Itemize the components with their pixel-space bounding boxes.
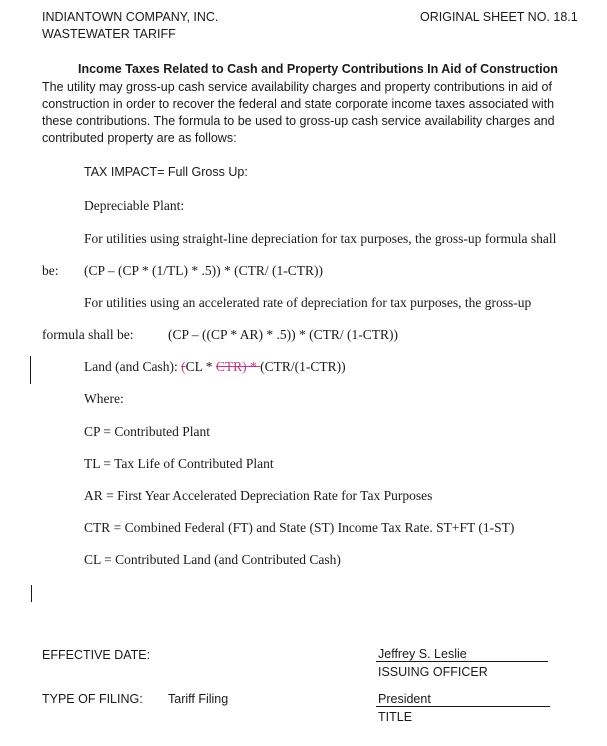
- definition-item: CTR = Combined Federal (FT) and State (ST) Income Tax Rate. ST+FT (1-ST): [84, 520, 515, 535]
- accelerated-formula: (CP – ((CP * AR) * .5)) * (CTR/ (1-CTR)): [168, 327, 398, 342]
- change-bar: [30, 356, 31, 384]
- effective-date-label: EFFECTIVE DATE:: [42, 648, 151, 662]
- section-title: Income Taxes Related to Cash and Property Contributions In Aid of Construction: [78, 62, 558, 76]
- definition-item: AR = First Year Accelerated Depreciation Rate for Tax Purposes: [84, 488, 433, 503]
- intro-line: construction in order to recover the federal and state corporate income taxes associated with: [42, 97, 555, 111]
- accelerated-lead: formula shall be:: [42, 327, 134, 342]
- land-rest: (CTR/(1-CTR)): [260, 359, 346, 374]
- land-cl: CL *: [185, 359, 216, 374]
- signature-line: [376, 661, 548, 662]
- struck-ctr: CTR) *: [215, 359, 261, 374]
- title-caption: TITLE: [378, 710, 413, 724]
- tax-impact: TAX IMPACT= Full Gross Up:: [84, 165, 248, 179]
- depreciable-plant-heading: Depreciable Plant:: [84, 198, 185, 213]
- straight-line-formula: (CP – (CP * (1/TL) * .5)) * (CTR/ (1-CTR)): [84, 263, 323, 278]
- tariff-name: WASTEWATER TARIFF: [42, 27, 176, 41]
- land-label: Land (and Cash):: [84, 359, 178, 374]
- filing-type-label: TYPE OF FILING:: [42, 692, 143, 706]
- text-cursor: [31, 585, 32, 602]
- title-line: [376, 706, 550, 707]
- accelerated-text: For utilities using an accelerated rate of depreciation for tax purposes, the gross-up: [84, 295, 532, 310]
- intro-line: these contributions. The formula to be used to gross-up cash service availability charges and: [42, 114, 555, 128]
- definition-item: CL = Contributed Land (and Contributed Cash): [84, 552, 341, 567]
- sheet-number: ORIGINAL SHEET NO. 18.1: [420, 10, 578, 24]
- straight-line-be: be:: [42, 263, 59, 278]
- straight-line-text: For utilities using straight-line depreciation for tax purposes, the gross-up formula shall: [84, 231, 557, 246]
- struck-paren: (: [181, 359, 186, 374]
- intro-line: The utility may gross-up cash service availability charges and property contributions in aid of: [42, 80, 552, 94]
- issuing-officer-name: Jeffrey S. Leslie: [378, 647, 467, 661]
- issuing-officer-caption: ISSUING OFFICER: [378, 665, 488, 679]
- definition-item: TL = Tax Life of Contributed Plant: [84, 456, 274, 471]
- filing-type-value: Tariff Filing: [168, 692, 229, 706]
- title-value: President: [378, 692, 431, 706]
- company-name: INDIANTOWN COMPANY, INC.: [42, 10, 219, 24]
- land-formula: [84, 359, 346, 375]
- where-heading: Where:: [84, 391, 124, 406]
- definition-item: CP = Contributed Plant: [84, 424, 210, 439]
- intro-line: contributed property are as follows:: [42, 131, 237, 145]
